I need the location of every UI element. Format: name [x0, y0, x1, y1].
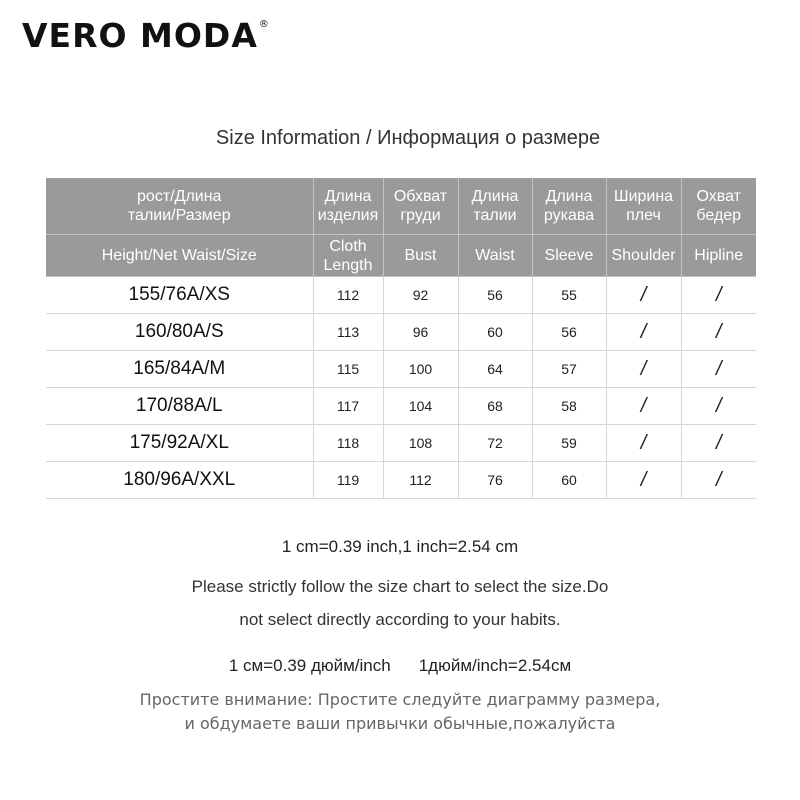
measurement-cell: 112 — [383, 462, 458, 499]
conversion-note-ru — [0, 656, 800, 676]
measurement-cell: 117 — [313, 388, 383, 425]
measurement-cell: 108 — [383, 425, 458, 462]
size-label-cell: 155/76A/XS — [46, 277, 313, 314]
size-label-cell: 180/96A/XXL — [46, 462, 313, 499]
measurement-cell: 92 — [383, 277, 458, 314]
measurement-cell: 72 — [458, 425, 532, 462]
header-ru-cell: Охват бедер — [681, 178, 756, 235]
measurement-cell: 112 — [313, 277, 383, 314]
advice-note-en-line1: Please strictly follow the size chart to select the size.Do — [191, 577, 609, 596]
size-label-cell: 170/88A/L — [46, 388, 313, 425]
advice-note-ru-line1: Простите внимание: Простите следуйте диаграмму размера, — [139, 690, 661, 709]
size-table — [46, 178, 756, 499]
measurement-cell: 56 — [458, 277, 532, 314]
measurement-cell: / — [606, 351, 681, 388]
size-label-cell: 165/84A/M — [46, 351, 313, 388]
conversion-ru-inch: 1дюйм/inch=2.54см — [418, 656, 572, 675]
measurement-cell: 57 — [532, 351, 606, 388]
header-en-cell: Shoulder — [606, 235, 681, 277]
measurement-cell: 104 — [383, 388, 458, 425]
registered-mark: ® — [258, 19, 270, 30]
measurement-cell: 113 — [313, 314, 383, 351]
measurement-cell: 60 — [532, 462, 606, 499]
advice-note-ru-line2: и обдумаете ваши привычки обычные,пожалуйста — [184, 714, 616, 733]
measurement-cell: / — [681, 425, 756, 462]
measurement-cell: 115 — [313, 351, 383, 388]
measurement-cell: / — [606, 462, 681, 499]
table-row — [46, 425, 756, 462]
header-en-cell: Sleeve — [532, 235, 606, 277]
table-row — [46, 314, 756, 351]
measurement-cell: / — [606, 314, 681, 351]
header-ru-cell: Обхват груди — [383, 178, 458, 235]
measurement-cell: 118 — [313, 425, 383, 462]
measurement-cell: 68 — [458, 388, 532, 425]
measurement-cell: 60 — [458, 314, 532, 351]
measurement-cell: / — [606, 277, 681, 314]
table-row — [46, 351, 756, 388]
measurement-cell: 100 — [383, 351, 458, 388]
brand-logo-text: VERO MODA — [22, 16, 258, 55]
header-ru-cell: Длина рукава — [532, 178, 606, 235]
table-row — [46, 277, 756, 314]
header-row-ru — [46, 178, 756, 235]
table-row — [46, 388, 756, 425]
table-body — [46, 277, 756, 499]
header-en-cell: Cloth Length — [313, 235, 383, 277]
measurement-cell: 56 — [532, 314, 606, 351]
header-ru-cell: Ширина плеч — [606, 178, 681, 235]
header-en-cell: Bust — [383, 235, 458, 277]
header-row-en — [46, 235, 756, 277]
advice-note-en-line2: not select directly according to your habits. — [239, 610, 561, 629]
measurement-cell: 55 — [532, 277, 606, 314]
measurement-cell: 96 — [383, 314, 458, 351]
header-en-cell: Waist — [458, 235, 532, 277]
measurement-cell: 119 — [313, 462, 383, 499]
measurement-cell: / — [681, 314, 756, 351]
measurement-cell: 76 — [458, 462, 532, 499]
header-ru-cell: рост/Длина талии/Размер — [46, 178, 313, 235]
measurement-cell: / — [681, 388, 756, 425]
header-en-cell: Hipline — [681, 235, 756, 277]
brand-logo — [22, 14, 270, 58]
measurement-cell: / — [606, 388, 681, 425]
measurement-cell: 58 — [532, 388, 606, 425]
measurement-cell: 59 — [532, 425, 606, 462]
size-label-cell: 160/80A/S — [46, 314, 313, 351]
measurement-cell: / — [681, 351, 756, 388]
measurement-cell: / — [681, 462, 756, 499]
header-ru-cell: Длина изделия — [313, 178, 383, 235]
conversion-note-en: 1 cm=0.39 inch,1 inch=2.54 cm — [281, 537, 519, 556]
conversion-ru-cm: 1 см=0.39 дюйм/inch — [228, 656, 391, 675]
table-row — [46, 462, 756, 499]
measurement-cell: / — [681, 277, 756, 314]
page-title: Size Information / Информация о размере — [215, 127, 601, 149]
header-en-cell: Height/Net Waist/Size — [46, 235, 313, 277]
size-label-cell: 175/92A/XL — [46, 425, 313, 462]
measurement-cell: / — [606, 425, 681, 462]
header-ru-cell: Длина талии — [458, 178, 532, 235]
measurement-cell: 64 — [458, 351, 532, 388]
